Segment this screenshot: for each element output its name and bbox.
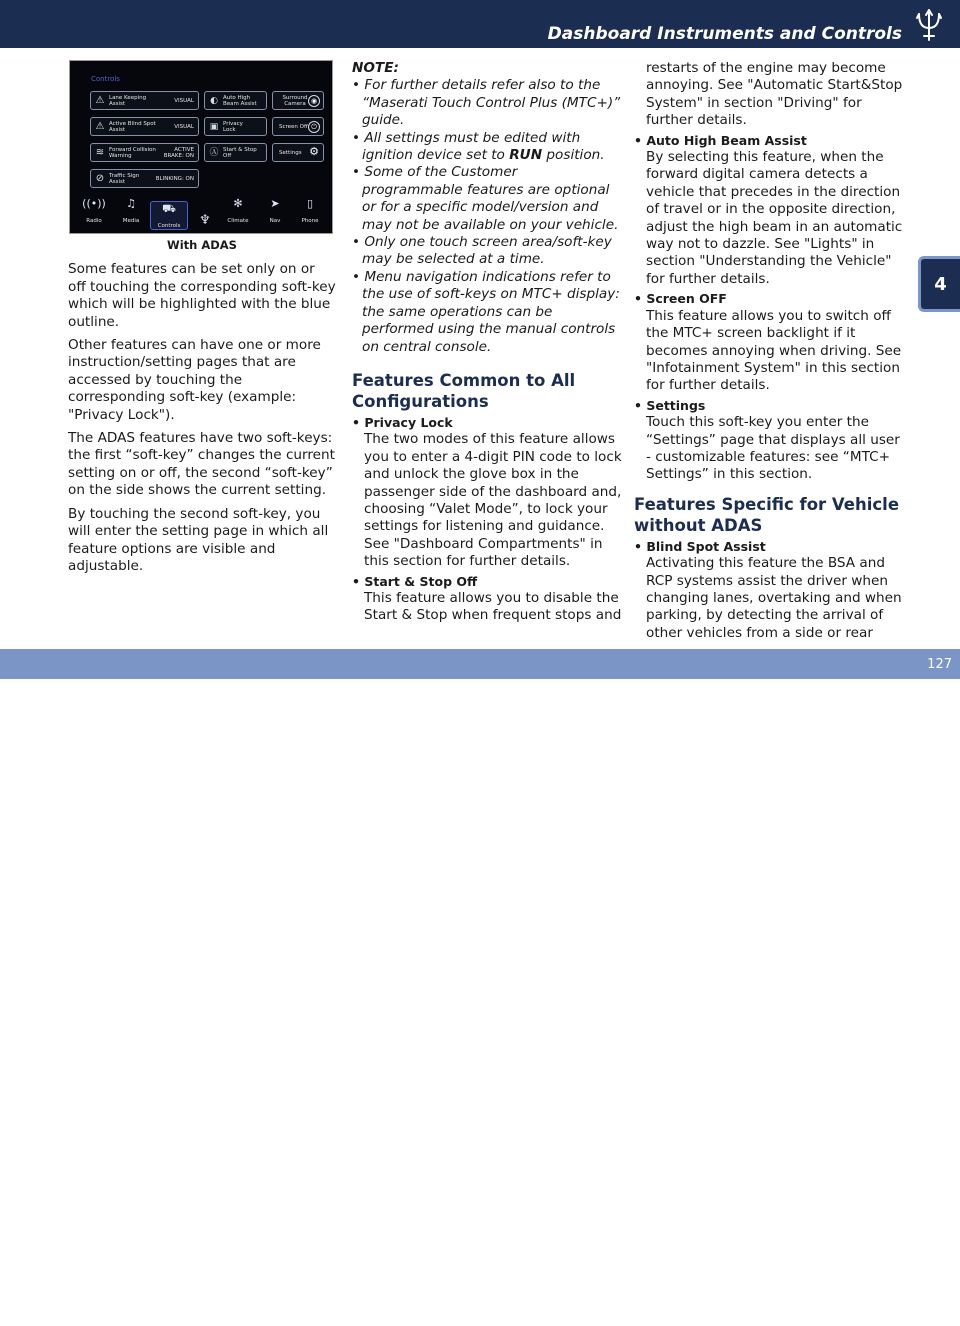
lock-icon: ▣	[209, 122, 219, 132]
blind-spot-icon: ⚠	[95, 121, 105, 132]
nav-label: Controls	[157, 223, 181, 229]
nav-label: Nav	[269, 217, 281, 224]
feature-label: • Auto High Beam Assist	[634, 132, 807, 148]
control-name: Screen Off	[279, 124, 308, 130]
tile-lane-keeping[interactable]	[90, 91, 199, 110]
note-text: position.	[542, 147, 605, 164]
column-right	[634, 60, 906, 644]
control-name: Surround Camera	[282, 95, 308, 107]
traffic-sign-icon: ⊘	[95, 173, 105, 184]
column-left	[68, 60, 336, 581]
nav-arrow-icon: ➤	[270, 196, 280, 210]
column-middle	[352, 60, 622, 627]
power-icon: ⏻	[308, 121, 320, 133]
control-name: Auto High Beam Assist	[223, 95, 257, 107]
body-paragraph: The ADAS features have two soft-keys: the first “soft-key” changes the current setting on or off, the second “soft-key” on the side shows the current setting.	[68, 430, 335, 499]
feature-description: The two modes of this feature allows you to enter a 4-digit PIN code to lock and unlock the glove box in the passenger side of the dashboard and, choosing “Valet Mode”, to lock your settings for listening and guidance. See "Dashboard Compartments" in this section for further details.	[364, 431, 622, 570]
header-title: Dashboard Instruments and Controls	[547, 24, 902, 44]
page-header	[0, 0, 960, 48]
section-heading: Features Common to All Configurations	[352, 370, 576, 411]
tile-value: BLINKING: ON	[155, 176, 194, 182]
note-text: • All settings must be edited with ignition device set to	[352, 129, 581, 164]
radio-icon: ((•))	[82, 196, 106, 210]
start-stop-icon: Ⓐ	[209, 148, 219, 158]
control-name: Start & Stop Off	[223, 147, 257, 159]
camera-icon: ◉	[308, 95, 320, 107]
tile-value: VISUAL	[174, 98, 194, 104]
watermark: carmanualsonline.info	[230, 1297, 518, 1326]
chapter-tab[interactable]: 4	[918, 256, 960, 312]
feature-label: • Settings	[634, 397, 706, 413]
tile-settings[interactable]	[272, 143, 324, 162]
tile-privacy-lock[interactable]	[204, 117, 267, 136]
page-footer	[0, 649, 960, 1326]
section-heading: Features Specific for Vehicle without ADAS	[634, 494, 900, 535]
tile-name: Forward Collision Warning	[109, 147, 156, 159]
feature-description: By selecting this feature, when the forward digital camera detects a vehicle that precedes in the direction of travel or in the opposite direction, adjust the high beam in an automatic way not to dazzle. See "Lights" in section "Understanding the Vehicle" for further details.	[646, 149, 903, 287]
nav-nav[interactable]	[257, 197, 293, 230]
note-item: • For further details refer also to the “Maserati Touch Control Plus (MTC+)” guide.	[352, 77, 621, 129]
note-title: NOTE:	[352, 60, 399, 76]
feature-description: Activating this feature the BSA and RCP systems assist the driver when changing lanes, overtaking and when parking, by detecting the arrival of other vehicles from a side or rear	[646, 555, 902, 641]
page-number: 127	[927, 657, 952, 672]
note-item: • Only one touch screen area/soft-key may be selected at a time.	[352, 234, 612, 268]
tile-value: VISUAL	[174, 124, 194, 130]
nav-label: Media	[122, 217, 140, 224]
body-paragraph: Other features can have one or more instruction/setting pages that are accessed by touching the corresponding soft-key (example: "Privacy Lock").	[68, 337, 321, 423]
note-item	[352, 130, 622, 165]
note-item: • Menu navigation indications refer to the use of soft-keys on MTC+ display: the same operations can be performed using the manual controls on central console.	[352, 268, 620, 355]
tile-traffic-sign[interactable]	[90, 169, 199, 188]
screen-title: Controls	[91, 75, 120, 83]
tile-blind-spot[interactable]	[90, 117, 199, 136]
feature-label: • Blind Spot Assist	[634, 538, 766, 554]
body-paragraph: By touching the second soft-key, you will enter the setting page in which all feature options are visible and adjustable.	[68, 505, 329, 574]
control-name: Privacy Lock	[223, 121, 243, 133]
tile-start-stop[interactable]	[204, 143, 267, 162]
nav-label: Climate	[227, 217, 249, 224]
settings-gear-icon: ⚙	[309, 145, 319, 158]
tile-forward-collision[interactable]	[90, 143, 199, 162]
screenshot-caption: With ADAS	[167, 238, 237, 252]
trident-home-icon: ♆	[199, 213, 211, 228]
climate-icon: ✻	[233, 196, 243, 210]
run-keyword: RUN	[509, 147, 543, 164]
feature-description: This feature allows you to switch off the MTC+ screen backlight if it becomes annoying when driving. See "Infotainment System" in this section for further details.	[646, 307, 902, 394]
tile-name: Lane Keeping Assist	[109, 95, 147, 107]
nav-home[interactable]	[187, 214, 223, 230]
tile-screen-off[interactable]	[272, 117, 324, 136]
phone-icon: ▯	[306, 196, 314, 210]
high-beam-icon: ◐	[210, 96, 218, 106]
feature-description: This feature allows you to disable the Start & Stop when frequent stops and	[364, 589, 622, 624]
trident-logo-icon	[912, 6, 946, 44]
collision-warning-icon: ≋	[95, 147, 105, 158]
nav-label: Radio	[86, 217, 102, 224]
tile-name: Active Blind Spot Assist	[109, 121, 156, 133]
lane-keeping-icon: ⚠	[95, 95, 105, 106]
controls-car-icon: ⛟	[162, 202, 176, 215]
feature-label: • Screen OFF	[634, 291, 727, 307]
tile-name: Traffic Sign Assist	[109, 173, 140, 185]
feature-description: Touch this soft-key you enter the “Settings” page that displays all user - customizable features: see “MTC+ Settings” in this section.	[646, 414, 900, 483]
nav-phone[interactable]	[292, 197, 328, 230]
tile-value: ACTIVE BRAKE: ON	[163, 147, 194, 159]
tile-auto-high-beam[interactable]	[204, 91, 267, 110]
nav-label: Phone	[301, 217, 319, 224]
feature-label: • Start & Stop Off	[352, 573, 478, 589]
feature-label: • Privacy Lock	[352, 414, 453, 430]
screen-nav-bar	[70, 196, 332, 233]
nav-climate[interactable]	[220, 197, 256, 230]
controls-screenshot	[69, 60, 333, 234]
nav-controls[interactable]	[150, 201, 188, 230]
note-item: • Some of the Customer programmable features are optional or for a specific model/version and may not be available on your vehicle.	[352, 164, 619, 233]
nav-radio[interactable]	[76, 197, 112, 230]
media-note-icon: ♫	[126, 196, 136, 210]
nav-media[interactable]	[113, 197, 149, 230]
control-name: Settings	[279, 150, 302, 156]
body-paragraph: Some features can be set only on or off touching the corresponding soft-key which will be highlighted with the blue outline.	[68, 261, 336, 330]
tile-surround-camera[interactable]	[272, 91, 324, 110]
feature-description: restarts of the engine may become annoying. See "Automatic Start&Stop System" in section "Driving" for further details.	[646, 60, 903, 129]
